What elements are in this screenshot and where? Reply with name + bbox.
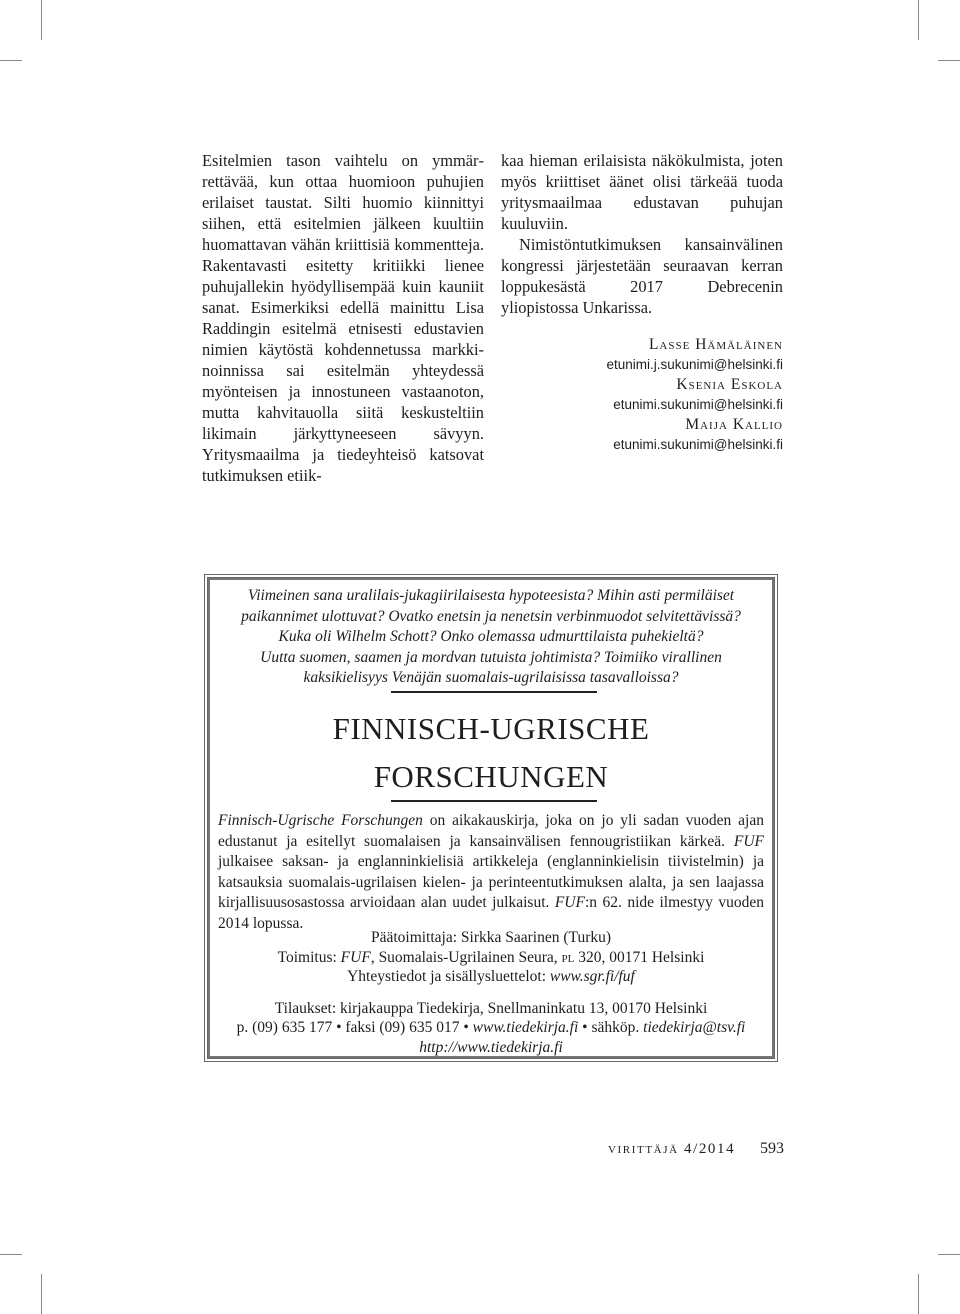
author-email: etunimi.sukunimi@helsinki.fi [613, 397, 783, 412]
journal-title-line1: FINNISCH-UGRISCHE [332, 711, 650, 746]
web-link[interactable]: www.tiedekirja.fi [472, 1019, 579, 1036]
orders-line: Tilaukset: kirjakauppa Tiedekirja, Snellmaninkatu 13, 00170 Helsinki [274, 999, 708, 1017]
question-line: Viimeinen sana uralilais-jukagiirilaisesta hypoteesista? Mihin asti permiläiset [247, 587, 735, 604]
question-line: Uutta suomen, saamen ja mordvan tutuista johtimista? Toimiiko virallinen [260, 648, 722, 666]
contacts-url[interactable]: www.sgr.fi/fuf [549, 968, 635, 985]
url-link[interactable]: http://www.tiedekirja.fi [419, 1038, 563, 1056]
divider-top [391, 691, 597, 693]
body-paragraph: Esitelmien tason vaihtelu on ymmärrettävää, kun ottaa huomioon puhujien erilaiset taustat. Silti huomio kiinnittyi siihen, että esitelmien jälkeen kuultiin huomattavan vähän kriittisiä kommentteja. Rakentavasti esitetty kritiikki lienee puhujallekin hyödyllisempää kuin kauniit sanat. Esimerkiksi edellä mainittu Lisa Raddingin esitelmä etnisesti edustavien nimien käytöstä kohdennetussa markkinoinnissa sai esitelmän yhteydessä myönteisen ja innostuneen vastaanoton, mutta kahvitauolla siitä keskusteltiin likimain järkyttyneeseen sävyyn. Yritysmaailma ja tiedeyhteisö katsovat tutkimuksen etiik- [202, 151, 484, 485]
page-number: 593 [760, 1140, 784, 1157]
footer-journal-name: virittäjä 4/2014 [608, 1141, 736, 1157]
crop-mark [938, 60, 960, 61]
author-email: etunimi.j.sukunimi@helsinki.fi [606, 357, 783, 372]
author-name: Maija Kallio [685, 416, 783, 433]
journal-description: Finnisch-Ugrische Forschungen on aikakauskirja, joka on jo yli sadan vuoden ajan edustanut ja esitellyt suomalaisen ja kansainvälisen fennougristiikan kärkeä. FUF julkaisee saksan- ja englanninkielisiä artikkeleja (englanninkielisin tiivistelmin) ja katsauksia suomalais-ugrilaisen kielen- ja perinteentutkimuksen alalta, ja sen laajassa kirjallisuusosastossa arvioidaan alan uudet julkaisut. FUF:n 62. nide ilmestyy vuoden 2014 lopussa. [218, 812, 764, 932]
journal-contacts [218, 928, 764, 1057]
left-column [202, 150, 484, 486]
contacts-line: Yhteystiedot ja sisällysluettelot: www.sgr.fi/fuf [347, 968, 635, 985]
divider-bottom [391, 800, 597, 802]
crop-mark [938, 1254, 960, 1255]
author-name: Ksenia Eskola [676, 376, 783, 393]
crop-mark [0, 60, 22, 61]
right-column [501, 150, 783, 318]
journal-title-line2: FORSCHUNGEN [373, 759, 609, 794]
crop-mark [918, 1274, 919, 1314]
advert-questions [218, 586, 764, 689]
question-line: paikannimet ulottuvat? Ovatko enetsin ja nenetsin verbinmuodot selvitettävissä? [241, 607, 741, 625]
question-line: Kuka oli Wilhelm Schott? Onko olemassa udmurttilaista puhekieltä? [278, 628, 704, 645]
editor-line: Päätoimittaja: Sirkka Saarinen (Turku) [370, 929, 612, 946]
office-line: Toimitus: FUF, Suomalais-Ugrilainen Seura, pl 320, 00171 Helsinki [277, 948, 705, 966]
email-link[interactable]: tiedekirja@tsv.fi [643, 1019, 746, 1036]
question-line: kaksikielisyys Venäjän suomalais-ugrilaisissa tasavalloissa? [303, 669, 679, 686]
journal-abbr: FUF [733, 832, 764, 850]
crop-mark [918, 0, 919, 40]
journal-advert-box [204, 574, 778, 1062]
body-paragraph: Nimistöntutkimuksen kansainvälinen kongressi järjestetään seuraavan kerran loppukesästä 2017 Debrecenin yliopistossa Unkarissa. [501, 235, 783, 317]
phone-line: p. (09) 635 177 • faksi (09) 635 017 • www.tiedekirja.fi • sähköp. tiedekirja@tsv.fi [236, 1019, 746, 1036]
crop-mark [41, 1274, 42, 1314]
author-list [501, 335, 783, 455]
journal-abbr: FUF [554, 894, 585, 912]
crop-mark [0, 1254, 22, 1255]
body-paragraph: kaa hieman erilaisista näkökulmista, joten myös kriittiset äänet olisi tärkeää tuoda yritysmaailmaa edustavan puhujan kuuluviin. [501, 151, 783, 233]
crop-mark [41, 0, 42, 40]
author-name: Lasse Hämäläinen [648, 336, 783, 353]
author-email: etunimi.sukunimi@helsinki.fi [613, 437, 783, 452]
journal-name: Finnisch-Ugrische Forschungen [218, 812, 423, 829]
